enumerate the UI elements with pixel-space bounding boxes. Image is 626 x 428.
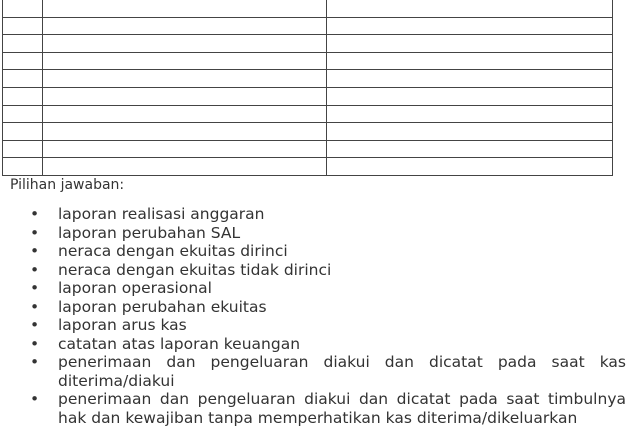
option-item [30, 242, 626, 261]
bullet-icon: • [30, 353, 40, 371]
table-cell [3, 17, 43, 35]
table-cell [327, 70, 613, 88]
option-item [30, 224, 626, 243]
option-text: laporan arus kas [58, 316, 187, 334]
table-cell [3, 140, 43, 158]
table-cell [327, 158, 613, 176]
option-item [30, 316, 626, 335]
options-list [30, 205, 626, 427]
table-cell [327, 17, 613, 35]
bullet-icon: • [30, 279, 40, 297]
option-text: laporan operasional [58, 279, 212, 297]
option-item [30, 298, 626, 317]
table-cell [43, 87, 327, 105]
option-text: penerimaan dan pengeluaran diakui dan dicatat pada saat kas diterima/diakui [58, 353, 626, 390]
option-text: catatan atas laporan keuangan [58, 334, 301, 353]
bullet-icon: • [30, 297, 40, 316]
bullet-icon: • [30, 205, 40, 223]
table-row [3, 52, 613, 70]
table-cell [327, 87, 613, 105]
table-cell [43, 158, 327, 176]
table-cell [3, 35, 43, 53]
table-cell [43, 70, 327, 88]
table-cell [3, 52, 43, 70]
table-row [3, 17, 613, 35]
option-text: laporan realisasi anggaran [58, 205, 265, 223]
bullet-icon: • [30, 390, 40, 408]
table-row [3, 158, 613, 176]
answer-table-body [3, 0, 613, 176]
bullet-icon: • [30, 223, 40, 242]
table-row [3, 140, 613, 158]
table-cell [3, 123, 43, 141]
option-text: neraca dengan ekuitas tidak dirinci [58, 260, 332, 279]
option-item [30, 261, 626, 280]
bullet-icon: • [30, 334, 40, 353]
table-cell [3, 0, 43, 17]
option-text: laporan perubahan ekuitas [58, 297, 267, 316]
table-cell [3, 87, 43, 105]
option-item [30, 279, 626, 298]
bullet-icon: • [30, 316, 40, 334]
table-cell [43, 17, 327, 35]
options-label: Pilihan jawaban: [10, 177, 125, 193]
table-row [3, 35, 613, 53]
option-item [30, 390, 626, 427]
answer-table [2, 0, 613, 176]
table-cell [43, 105, 327, 123]
table-cell [327, 140, 613, 158]
option-text: penerimaan dan pengeluaran diakui dan dicatat pada saat timbulnya hak dan kewajiban tanpa memperhatikan kas diterima/dikeluarkan [58, 390, 626, 427]
table-cell [43, 0, 327, 17]
option-text: neraca dengan ekuitas dirinci [58, 242, 288, 260]
table-row [3, 87, 613, 105]
table-cell [327, 0, 613, 17]
table-cell [327, 35, 613, 53]
table-cell [43, 35, 327, 53]
table-row [3, 0, 613, 17]
option-item [30, 205, 626, 224]
table-cell [3, 158, 43, 176]
bullet-icon: • [30, 260, 40, 279]
table-cell [327, 105, 613, 123]
option-text: laporan perubahan SAL [58, 223, 241, 242]
table-cell [43, 140, 327, 158]
table-cell [327, 52, 613, 70]
option-item [30, 353, 626, 390]
table-cell [3, 70, 43, 88]
table-row [3, 123, 613, 141]
table-row [3, 70, 613, 88]
table-cell [43, 52, 327, 70]
bullet-icon: • [30, 242, 40, 260]
table-row [3, 105, 613, 123]
table-cell [43, 123, 327, 141]
table-cell [3, 105, 43, 123]
table-cell [327, 123, 613, 141]
option-item [30, 335, 626, 354]
